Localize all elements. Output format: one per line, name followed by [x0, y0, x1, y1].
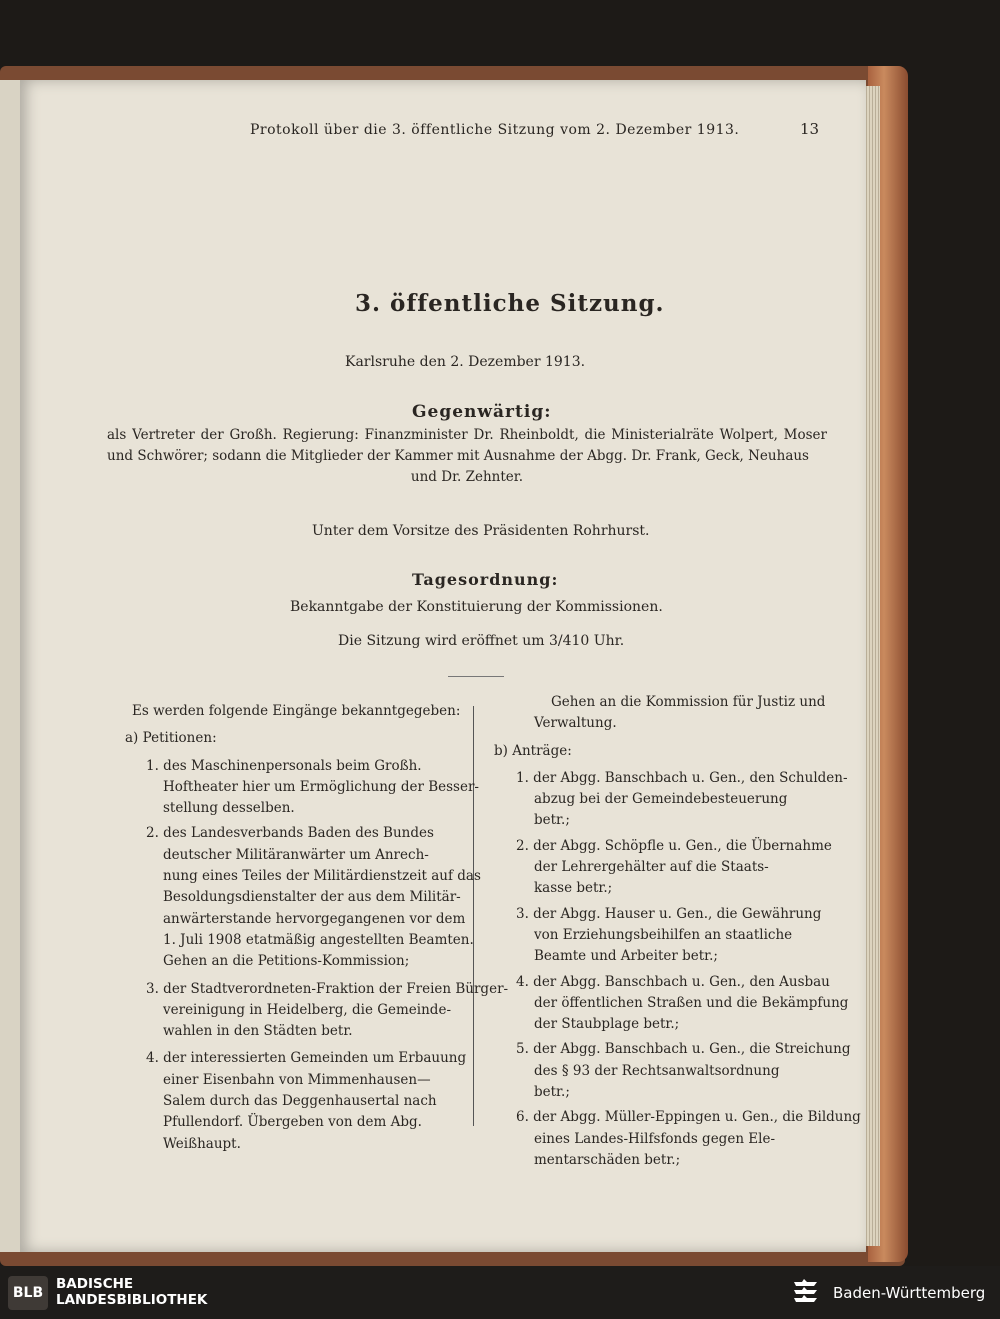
agenda-item: Bekanntgabe der Konstituierung der Kommissionen.	[290, 599, 663, 615]
text-line: Beamte und Arbeiter betr.;	[534, 948, 718, 965]
text-line: 6. der Abgg. Müller-Eppingen u. Gen., die Bildung	[516, 1109, 861, 1126]
text-line: anwärterstande hervorgegangenen vor dem	[163, 910, 466, 927]
text-line: Weißhaupt.	[163, 1135, 241, 1152]
text-line: Pfullendorf. Übergeben von dem Abg.	[163, 1114, 422, 1131]
present-line-2: und Schwörer; sodann die Mitglieder der Kammer mit Ausnahme der Abgg. Dr. Frank, Geck, Neuhaus	[107, 448, 809, 464]
text-line: der Lehrergehälter auf die Staats-	[534, 859, 769, 876]
text-line: 3. der Stadtverordneten-Fraktion der Freien Bürger-	[146, 980, 509, 997]
state-name[interactable]: Baden-Württemberg	[833, 1284, 986, 1302]
text-line: mentarschäden betr.;	[534, 1151, 681, 1168]
library-name-line-1: BADISCHE	[56, 1276, 134, 1292]
text-line: 2. der Abgg. Schöpfle u. Gen., die Übernahme	[516, 837, 832, 854]
place-date: Karlsruhe den 2. Dezember 1913.	[345, 354, 586, 370]
text-line: Gehen an die Kommission für Justiz und	[551, 694, 826, 710]
text-line: nung eines Teiles der Militärdienstzeit auf das	[163, 868, 481, 885]
text-line: Verwaltung.	[534, 715, 617, 732]
present-line-1: als Vertreter der Großh. Regierung: Finanzminister Dr. Rheinboldt, die Ministerialräte Wolpert, Moser	[107, 427, 827, 443]
library-name-line-2: LANDESBIBLIOTHEK	[56, 1292, 208, 1308]
text-line: vereinigung in Heidelberg, die Gemeinde-	[163, 1001, 452, 1018]
text-line: Hoftheater hier um Ermöglichung der Besser-	[163, 778, 479, 795]
page-number: 13	[800, 120, 820, 138]
text-line: deutscher Militäranwärter um Anrech-	[163, 846, 429, 863]
left-column	[118, 701, 508, 1155]
present-list	[107, 425, 827, 488]
text-line: stellung desselben.	[163, 800, 295, 817]
text-line: 1. der Abgg. Banschbach u. Gen., den Schulden-	[516, 769, 848, 786]
text-line: von Erziehungsbeihilfen an staatliche	[534, 926, 793, 943]
text-line: einer Eisenbahn von Mimmenhausen—	[163, 1071, 431, 1088]
text-line: Salem durch das Deggenhausertal nach	[163, 1093, 437, 1110]
state-emblem-icon	[790, 1276, 824, 1310]
text-line: 1. des Maschinenpersonals beim Großh.	[146, 757, 422, 774]
library-name[interactable]	[56, 1276, 207, 1308]
text-line: a) Petitionen:	[125, 730, 217, 747]
text-line: betr.;	[534, 1084, 570, 1101]
agenda-heading: Tagesordnung:	[412, 570, 559, 589]
text-line: 2. des Landesverbands Baden des Bundes	[146, 825, 434, 842]
opening-line: Die Sitzung wird eröffnet um 3/410 Uhr.	[338, 633, 625, 649]
text-line: der Staubplage betr.;	[534, 1016, 680, 1033]
separator-rule	[448, 676, 504, 677]
text-line: des § 93 der Rechtsanwaltsordnung	[534, 1062, 780, 1079]
session-title: 3. öffentliche Sitzung.	[355, 290, 665, 317]
text-line: Gehen an die Petitions-Kommission;	[163, 953, 410, 970]
chair-line: Unter dem Vorsitze des Präsidenten Rohrhurst.	[312, 523, 650, 539]
previous-page-edge	[0, 80, 22, 1252]
text-line: eines Landes-Hilfsfonds gegen Ele-	[534, 1130, 776, 1147]
blb-logo[interactable]: BLB	[8, 1276, 48, 1310]
text-line: 1. Juli 1908 etatmäßig angestellten Beamten.	[163, 931, 474, 948]
text-line: Es werden folgende Eingänge bekanntgegeben:	[132, 703, 461, 719]
text-line: kasse betr.;	[534, 880, 613, 897]
text-line: 5. der Abgg. Banschbach u. Gen., die Streichung	[516, 1041, 851, 1058]
running-header: Protokoll über die 3. öffentliche Sitzung vom 2. Dezember 1913.	[250, 122, 740, 138]
text-line: abzug bei der Gemeindebesteuerung	[534, 791, 788, 808]
present-line-3: und Dr. Zehnter.	[410, 469, 524, 485]
text-line: wahlen in den Städten betr.	[163, 1023, 353, 1040]
text-line: b) Anträge:	[494, 742, 572, 759]
right-column	[494, 692, 861, 1171]
text-line: der öffentlichen Straßen und die Bekämpfung	[534, 994, 849, 1011]
text-line: 4. der Abgg. Banschbach u. Gen., den Ausbau	[516, 973, 830, 990]
present-heading: Gegenwärtig:	[412, 402, 552, 422]
text-line: betr.;	[534, 812, 570, 829]
text-line: Besoldungsdienstalter der aus dem Militär-	[163, 889, 461, 906]
text-line: 4. der interessierten Gemeinden um Erbauung	[146, 1050, 467, 1067]
text-line: 3. der Abgg. Hauser u. Gen., die Gewährung	[516, 905, 822, 922]
